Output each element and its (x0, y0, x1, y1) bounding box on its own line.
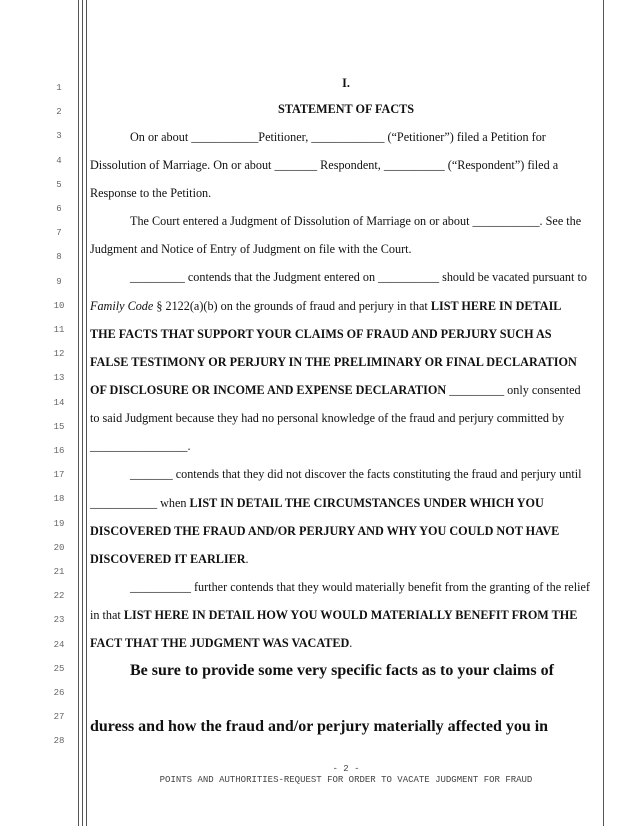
instruction-text: LIST HERE IN DETAIL (430, 299, 562, 313)
body-line (90, 299, 602, 313)
page-number: - 2 - (332, 764, 360, 774)
body-line: Judgment and Notice of Entry of Judgment on file with the Court. (90, 242, 412, 256)
line-number: 4 (56, 155, 62, 166)
body-line: __________ further contends that they would materially benefit from the granting of the relief (130, 580, 590, 594)
body-line (90, 552, 602, 566)
body-line: ________________. (90, 439, 191, 453)
section-number: I. (342, 76, 350, 90)
line-number: 6 (56, 204, 62, 214)
line-number: 21 (53, 567, 65, 577)
emphasis-line: Be sure to provide some very specific facts as to your claims of (130, 662, 554, 679)
line-number: 28 (53, 736, 65, 747)
body-text: § 2122(a)(b) on the grounds of fraud and perjury in that (153, 299, 431, 313)
left-margin-rule-2 (82, 0, 83, 826)
body-text: . (245, 552, 249, 566)
line-number: 10 (53, 300, 65, 311)
instruction-line: FALSE TESTIMONY OR PERJURY IN THE PRELIMINARY OR FINAL DECLARATION (90, 355, 577, 369)
line-number: 11 (53, 325, 65, 335)
statute-name: Family Code (90, 299, 154, 313)
body-line: Response to the Petition. (90, 186, 212, 200)
line-number: 15 (53, 421, 65, 432)
body-text: ___________ when (90, 496, 190, 510)
line-number: 1 (56, 83, 62, 93)
right-margin-rule (603, 0, 604, 826)
body-line: _________ contends that the Judgment entered on __________ should be vacated pursuant to (130, 270, 587, 284)
body-line: The Court entered a Judgment of Dissolution of Marriage on or about ___________. See the (130, 214, 582, 228)
line-number: 18 (53, 494, 65, 505)
line-number: 26 (53, 688, 65, 698)
instruction-line: THE FACTS THAT SUPPORT YOUR CLAIMS OF FRAUD AND PERJURY SUCH AS (90, 327, 552, 341)
body-line (90, 496, 602, 510)
left-margin-rule-3 (86, 0, 87, 826)
instruction-text: OF DISCLOSURE OR INCOME AND EXPENSE DECLARATION (90, 383, 447, 397)
line-number: 20 (53, 542, 65, 553)
body-line (90, 608, 602, 622)
body-line: On or about ___________Petitioner, ____________ (“Petitioner”) filed a Petition for (130, 130, 546, 144)
body-line: to said Judgment because they had no personal knowledge of the fraud and perjury committed by (90, 411, 565, 425)
instruction-text: LIST IN DETAIL THE CIRCUMSTANCES UNDER WHICH YOU (189, 496, 544, 510)
body-line: Dissolution of Marriage. On or about _______ Respondent, __________ (“Respondent”) filed a (90, 158, 559, 172)
line-number: 13 (53, 373, 65, 384)
line-number: 14 (53, 397, 65, 408)
body-text: in that (90, 608, 124, 622)
footer-title: POINTS AND AUTHORITIES-REQUEST FOR ORDER TO VACATE JUDGMENT FOR FRAUD (159, 775, 533, 785)
line-number: 9 (56, 276, 62, 287)
instruction-line: DISCOVERED THE FRAUD AND/OR PERJURY AND WHY YOU COULD NOT HAVE (90, 524, 560, 538)
line-number: 19 (53, 518, 65, 529)
line-number: 8 (56, 252, 62, 263)
body-line: _______ contends that they did not discover the facts constituting the fraud and perjury until (130, 467, 582, 481)
line-number: 12 (53, 349, 65, 360)
line-number: 5 (56, 179, 62, 190)
instruction-text: FACT THAT THE JUDGMENT WAS VACATED (90, 636, 350, 650)
instruction-text: DISCOVERED IT EARLIER (90, 552, 246, 566)
line-number: 22 (53, 591, 65, 602)
line-number: 27 (53, 712, 65, 723)
body-text: _________ only consented (446, 383, 581, 397)
section-title: STATEMENT OF FACTS (277, 102, 415, 116)
line-number: 25 (53, 663, 65, 674)
line-number: 23 (53, 615, 65, 626)
line-number: 17 (53, 470, 65, 481)
body-line (90, 636, 602, 650)
line-number: 3 (56, 131, 62, 142)
line-number: 2 (56, 107, 62, 118)
line-number: 16 (53, 446, 65, 456)
body-line (90, 383, 602, 397)
emphasis-line: duress and how the fraud and/or perjury materially affected you in (90, 718, 549, 735)
left-margin-rule-1 (78, 0, 79, 826)
line-number: 7 (56, 228, 62, 239)
body-text: . (349, 636, 353, 650)
instruction-text: LIST HERE IN DETAIL HOW YOU WOULD MATERIALLY BENEFIT FROM THE (123, 608, 578, 622)
line-number: 24 (53, 639, 65, 650)
